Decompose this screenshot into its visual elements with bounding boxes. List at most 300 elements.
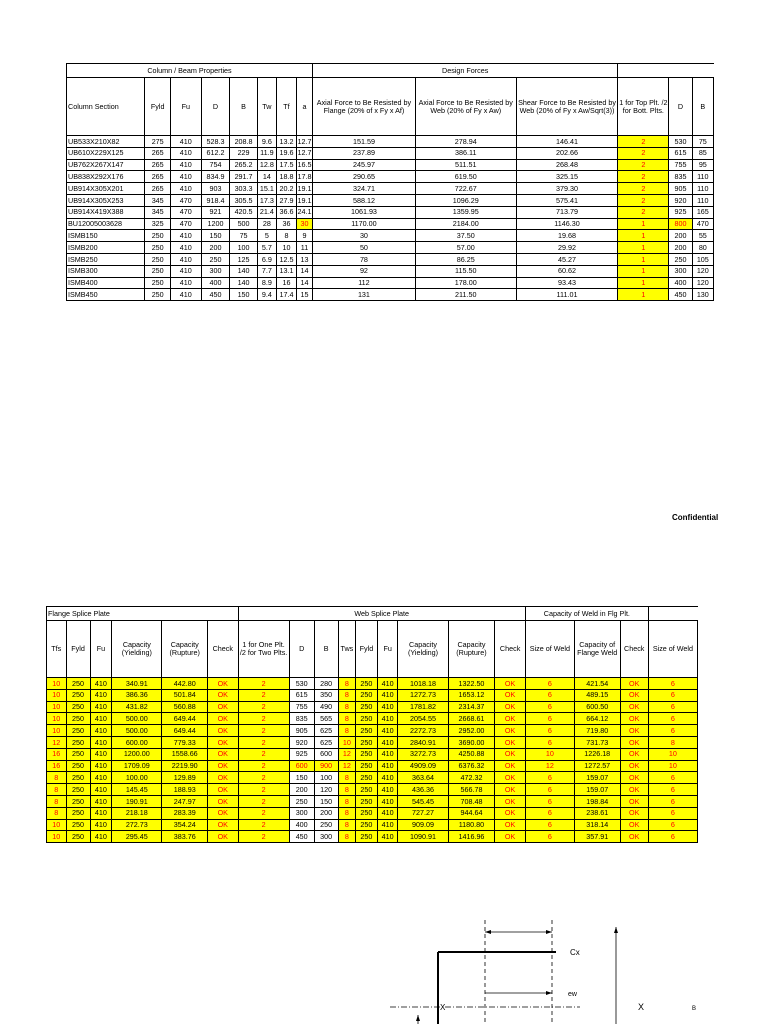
table2-cell: 10 xyxy=(47,819,67,831)
table1-cell: 345 xyxy=(145,194,170,206)
group-header-web-splice: Web Splice Plate xyxy=(238,607,525,621)
table-row xyxy=(47,831,698,843)
table1-cell: 2 xyxy=(618,194,669,206)
table2-cell: OK xyxy=(208,760,238,772)
table1-cell: 151.59 xyxy=(313,136,416,148)
table-row xyxy=(47,725,698,737)
table2-cell: 340.91 xyxy=(112,678,162,690)
table1-cell: 410 xyxy=(170,242,201,254)
table2-cell: 600 xyxy=(314,748,338,760)
table1-cell: 588.12 xyxy=(313,194,416,206)
table2-cell: 6 xyxy=(648,784,697,796)
table2-cell: 250 xyxy=(356,795,378,807)
table2-cell: 664.12 xyxy=(574,713,620,725)
table1-cell: 120 xyxy=(692,265,713,277)
table2-header-15: Size of Weld xyxy=(525,621,574,678)
table-row xyxy=(67,265,714,277)
table2-cell: 354.24 xyxy=(162,819,208,831)
table1-cell: 345 xyxy=(145,206,170,218)
table1-cell: 265 xyxy=(145,159,170,171)
table1-cell: 11.9 xyxy=(257,147,276,159)
table2-header-11: Fu xyxy=(377,621,398,678)
table1-header-12: D xyxy=(669,78,692,136)
table2-cell: 410 xyxy=(377,784,398,796)
table-row xyxy=(67,194,714,206)
table-row xyxy=(67,230,714,242)
table2-cell: 8 xyxy=(47,795,67,807)
table1-cell: 410 xyxy=(170,265,201,277)
table1-cell: 17.4 xyxy=(276,289,296,301)
table1-cell: ISMB150 xyxy=(67,230,145,242)
table1-cell: 800 xyxy=(669,218,692,230)
table1-cell: ISMB250 xyxy=(67,253,145,265)
table1-cell: UB914X305X201 xyxy=(67,183,145,195)
table2-cell: 909.09 xyxy=(398,819,448,831)
table2-cell: 905 xyxy=(289,725,314,737)
table2-cell: 649.44 xyxy=(162,725,208,737)
table2-cell: 489.15 xyxy=(574,689,620,701)
table1-cell: 754 xyxy=(201,159,230,171)
table1-cell: UB838X292X176 xyxy=(67,171,145,183)
table1-cell: 265.2 xyxy=(230,159,258,171)
table2-cell: 900 xyxy=(314,760,338,772)
table2-cell: 410 xyxy=(377,725,398,737)
table1-cell: UB914X305X253 xyxy=(67,194,145,206)
table1-cell: 905 xyxy=(669,183,692,195)
table1-cell: 1 xyxy=(618,277,669,289)
table2-cell: 450 xyxy=(289,831,314,843)
table1-cell: 918.4 xyxy=(201,194,230,206)
table-row xyxy=(67,253,714,265)
table2-cell: OK xyxy=(208,689,238,701)
table1-cell: 30 xyxy=(313,230,416,242)
table1-cell: 30 xyxy=(297,218,313,230)
table1-cell: 1061.93 xyxy=(313,206,416,218)
table2-cell: 300 xyxy=(314,831,338,843)
table2-cell: OK xyxy=(495,689,526,701)
table2-cell: 410 xyxy=(377,678,398,690)
sketch-arrow-top-right xyxy=(546,930,552,934)
table2-cell: 410 xyxy=(90,772,112,784)
table2-cell: 1090.91 xyxy=(398,831,448,843)
table2-cell: 1781.82 xyxy=(398,701,448,713)
table2-cell: OK xyxy=(208,725,238,737)
table2-cell: 100 xyxy=(314,772,338,784)
table1-cell: 105 xyxy=(692,253,713,265)
table1-cell: 75 xyxy=(692,136,713,148)
sketch-x-label-right: X xyxy=(638,1002,645,1012)
table2-cell: 250 xyxy=(66,819,90,831)
table2-cell: OK xyxy=(208,819,238,831)
table2-cell: 250 xyxy=(66,678,90,690)
table-row xyxy=(67,277,714,289)
table1-cell: ISMB450 xyxy=(67,289,145,301)
table2-cell: 1653.12 xyxy=(448,689,495,701)
table1-cell: 2 xyxy=(618,159,669,171)
table1-cell: 511.51 xyxy=(415,159,516,171)
table1-cell: 500 xyxy=(230,218,258,230)
table1-cell: 1 xyxy=(618,265,669,277)
table-row xyxy=(47,701,698,713)
table1-cell: 110 xyxy=(692,183,713,195)
table2-cell: 350 xyxy=(314,689,338,701)
table1-cell: ISMB400 xyxy=(67,277,145,289)
table2-cell: 625 xyxy=(314,725,338,737)
table2-cell: 10 xyxy=(338,736,355,748)
table2-cell: 2 xyxy=(238,772,289,784)
table2-cell: OK xyxy=(208,736,238,748)
table-row xyxy=(67,242,714,254)
table1-cell: 903 xyxy=(201,183,230,195)
table-row xyxy=(47,760,698,772)
table2-header-12: Capacity (Yielding) xyxy=(398,621,448,678)
table2-cell: 250 xyxy=(66,760,90,772)
table2-cell: 250 xyxy=(66,772,90,784)
table2-cell: 250 xyxy=(66,725,90,737)
table1-header-10: Shear Force to Be Resisted by Web (20% of Fy x Aw/Sqrt(3)) xyxy=(516,78,618,136)
table2-cell: 2314.37 xyxy=(448,701,495,713)
table2-cell: 16 xyxy=(47,760,67,772)
table1-cell: 100 xyxy=(230,242,258,254)
table2-cell: 2 xyxy=(238,807,289,819)
table1-cell: UB914X419X388 xyxy=(67,206,145,218)
table1-cell: 27.9 xyxy=(276,194,296,206)
table2-cell: 8 xyxy=(47,784,67,796)
table2-cell: 250 xyxy=(66,713,90,725)
table1-cell: 110 xyxy=(692,194,713,206)
table2-cell: 10 xyxy=(648,760,697,772)
table2-cell: 6 xyxy=(525,795,574,807)
table2-cell: 12 xyxy=(47,736,67,748)
table2-cell: 250 xyxy=(66,831,90,843)
table1-cell: 140 xyxy=(230,265,258,277)
table1-cell: 470 xyxy=(170,206,201,218)
table1-cell: 78 xyxy=(313,253,416,265)
table-row xyxy=(47,736,698,748)
table1-cell: 150 xyxy=(201,230,230,242)
table2-header-14: Check xyxy=(495,621,526,678)
table1-cell: 5.7 xyxy=(257,242,276,254)
table1-cell: 130 xyxy=(692,289,713,301)
table1-cell: 410 xyxy=(170,171,201,183)
table2-cell: 8 xyxy=(338,713,355,725)
table1-cell: 202.66 xyxy=(516,147,618,159)
table1-cell: 55 xyxy=(692,230,713,242)
table1-cell: 21.4 xyxy=(257,206,276,218)
table1-cell: 268.48 xyxy=(516,159,618,171)
table1-cell: 112 xyxy=(313,277,416,289)
table1-cell: 9.4 xyxy=(257,289,276,301)
table2-cell: OK xyxy=(495,713,526,725)
table1-cell: 300 xyxy=(201,265,230,277)
table2-cell: 410 xyxy=(377,831,398,843)
table1-cell: 290.65 xyxy=(313,171,416,183)
table2-cell: 410 xyxy=(377,713,398,725)
table1-cell: ISMB300 xyxy=(67,265,145,277)
table2-cell: 6 xyxy=(648,831,697,843)
table2-cell: 719.80 xyxy=(574,725,620,737)
table1-cell: 1359.95 xyxy=(415,206,516,218)
table1-cell: 2184.00 xyxy=(415,218,516,230)
table2-cell: 12 xyxy=(525,760,574,772)
table2-cell: 250 xyxy=(356,736,378,748)
table2-cell: 198.84 xyxy=(574,795,620,807)
table-row xyxy=(47,713,698,725)
table1-cell: 410 xyxy=(170,136,201,148)
table2-cell: 250 xyxy=(66,807,90,819)
table2-cell: 2 xyxy=(238,748,289,760)
table1-cell: 57.00 xyxy=(415,242,516,254)
table1-cell: 14 xyxy=(297,277,313,289)
table1-cell: 125 xyxy=(230,253,258,265)
table1-cell: UB533X210X82 xyxy=(67,136,145,148)
table1-cell: 20.2 xyxy=(276,183,296,195)
table2-cell: OK xyxy=(620,795,648,807)
table1-cell: ISMB200 xyxy=(67,242,145,254)
table2-cell: 2668.61 xyxy=(448,713,495,725)
table2-cell: 2 xyxy=(238,678,289,690)
table2-cell: 410 xyxy=(377,760,398,772)
table2-header-16: Capacity of Flange Weld xyxy=(574,621,620,678)
table2-cell: 6 xyxy=(648,701,697,713)
sketch-arrow-bottom xyxy=(416,1015,420,1021)
table2-cell: 6 xyxy=(648,678,697,690)
table2-cell: 250 xyxy=(66,689,90,701)
table2-cell: OK xyxy=(208,772,238,784)
table2-cell: OK xyxy=(620,807,648,819)
table2-cell: 280 xyxy=(314,678,338,690)
table1-cell: 713.79 xyxy=(516,206,618,218)
table2-cell: 410 xyxy=(377,736,398,748)
table-row xyxy=(67,183,714,195)
table2-cell: 410 xyxy=(90,713,112,725)
table1-cell: 920 xyxy=(669,194,692,206)
table2-cell: 250 xyxy=(356,701,378,713)
table2-cell: 129.89 xyxy=(162,772,208,784)
table2-cell: 10 xyxy=(47,713,67,725)
table2-cell: 8 xyxy=(338,784,355,796)
table2-cell: 6 xyxy=(525,689,574,701)
table-row xyxy=(47,748,698,760)
table1-cell: 615 xyxy=(669,147,692,159)
table2-cell: 218.18 xyxy=(112,807,162,819)
table1-cell: 18.8 xyxy=(276,171,296,183)
table2-cell: 472.32 xyxy=(448,772,495,784)
table2-cell: 8 xyxy=(338,701,355,713)
table2-cell: 1416.96 xyxy=(448,831,495,843)
table1-cell: 410 xyxy=(170,230,201,242)
table1-cell: 1 xyxy=(618,230,669,242)
table1-cell: 60.62 xyxy=(516,265,618,277)
table2-cell: 410 xyxy=(90,748,112,760)
table2-cell: OK xyxy=(208,748,238,760)
table2-cell: 188.93 xyxy=(162,784,208,796)
table1-cell: 400 xyxy=(669,277,692,289)
table2-header-1: Fyld xyxy=(66,621,90,678)
table2-cell: OK xyxy=(495,795,526,807)
table1-header-4: B xyxy=(230,78,258,136)
table1-header-2: Fu xyxy=(170,78,201,136)
table2-cell: 6 xyxy=(525,678,574,690)
table1-cell: 115.50 xyxy=(415,265,516,277)
table1-cell: 278.94 xyxy=(415,136,516,148)
table2-cell: OK xyxy=(620,772,648,784)
table2-cell: OK xyxy=(495,678,526,690)
table1-cell: 1096.29 xyxy=(415,194,516,206)
table1-cell: 300 xyxy=(669,265,692,277)
table2-cell: 410 xyxy=(90,819,112,831)
table1-cell: 1146.30 xyxy=(516,218,618,230)
table2-cell: 410 xyxy=(90,760,112,772)
table2-cell: 410 xyxy=(90,736,112,748)
table1-cell: 80 xyxy=(692,242,713,254)
table2-cell: 2272.73 xyxy=(398,725,448,737)
group-header-design-forces: Design Forces xyxy=(313,64,618,78)
table2-cell: OK xyxy=(620,713,648,725)
table2-cell: 8 xyxy=(648,736,697,748)
table2-cell: 410 xyxy=(377,748,398,760)
table2-cell: OK xyxy=(495,807,526,819)
table2-cell: 410 xyxy=(90,795,112,807)
table1-cell: 37.50 xyxy=(415,230,516,242)
table1-cell: 150 xyxy=(230,289,258,301)
table2-cell: 100.00 xyxy=(112,772,162,784)
table2-cell: 6 xyxy=(525,713,574,725)
table-row xyxy=(67,206,714,218)
table1-header-0: Column Section xyxy=(67,78,145,136)
table1-cell: 19.68 xyxy=(516,230,618,242)
table2-cell: 10 xyxy=(648,748,697,760)
table1-cell: 250 xyxy=(201,253,230,265)
table-row xyxy=(67,218,714,230)
table2-cell: 1322.50 xyxy=(448,678,495,690)
table1-cell: 15.1 xyxy=(257,183,276,195)
table1-cell: 2 xyxy=(618,171,669,183)
table2-cell: OK xyxy=(620,748,648,760)
table1-cell: 470 xyxy=(170,218,201,230)
table2-cell: 8 xyxy=(47,772,67,784)
table2-cell: 250 xyxy=(66,701,90,713)
table1-cell: BU12005003628 xyxy=(67,218,145,230)
table2-cell: 2 xyxy=(238,725,289,737)
table1-cell: 1 xyxy=(618,242,669,254)
table1-cell: 208.8 xyxy=(230,136,258,148)
table1-cell: 303.3 xyxy=(230,183,258,195)
table2-cell: OK xyxy=(208,795,238,807)
table2-cell: 250 xyxy=(356,725,378,737)
table1-cell: 237.89 xyxy=(313,147,416,159)
table1-cell: 50 xyxy=(313,242,416,254)
table2-cell: 6 xyxy=(525,725,574,737)
table1-cell: 835 xyxy=(669,171,692,183)
table2-cell: 250 xyxy=(66,784,90,796)
table1-cell: 14 xyxy=(297,265,313,277)
table1-cell: 265 xyxy=(145,183,170,195)
table2-cell: 238.61 xyxy=(574,807,620,819)
table-row xyxy=(47,795,698,807)
table1-cell: 921 xyxy=(201,206,230,218)
table1-cell: 200 xyxy=(201,242,230,254)
table2-cell: OK xyxy=(208,807,238,819)
table2-cell: 250 xyxy=(66,736,90,748)
table1-header-6: Tf xyxy=(276,78,296,136)
table2-cell: 410 xyxy=(377,807,398,819)
table2-cell: 8 xyxy=(47,807,67,819)
table2-cell: 12 xyxy=(338,748,355,760)
sketch-cx-label: Cx xyxy=(570,948,580,957)
table1-cell: 13.1 xyxy=(276,265,296,277)
table1-cell: 275 xyxy=(145,136,170,148)
table1-cell: 1200 xyxy=(201,218,230,230)
table1-cell: 12.5 xyxy=(276,253,296,265)
table2-cell: 4909.09 xyxy=(398,760,448,772)
table2-cell: 410 xyxy=(377,701,398,713)
table1-cell: 250 xyxy=(145,289,170,301)
table1-cell: 250 xyxy=(145,253,170,265)
table2-header-9: Tws xyxy=(338,621,355,678)
table2-cell: 1272.73 xyxy=(398,689,448,701)
table1-cell: 420.5 xyxy=(230,206,258,218)
table-row xyxy=(47,819,698,831)
table2-cell: 295.45 xyxy=(112,831,162,843)
table1-cell: 410 xyxy=(170,183,201,195)
table1-cell: 140 xyxy=(230,277,258,289)
table2-cell: OK xyxy=(620,831,648,843)
table1-cell: 8.9 xyxy=(257,277,276,289)
table1-cell: 1170.00 xyxy=(313,218,416,230)
table2-cell: 6 xyxy=(648,689,697,701)
table2-cell: 835 xyxy=(289,713,314,725)
table1-cell: 265 xyxy=(145,171,170,183)
table1-cell: 9.6 xyxy=(257,136,276,148)
table1-cell: 925 xyxy=(669,206,692,218)
table1-cell: 755 xyxy=(669,159,692,171)
table2-cell: 145.45 xyxy=(112,784,162,796)
table1-cell: UB762X267X147 xyxy=(67,159,145,171)
table2-cell: 410 xyxy=(90,784,112,796)
table2-cell: 250 xyxy=(356,678,378,690)
table2-cell: OK xyxy=(495,831,526,843)
table-row xyxy=(47,772,698,784)
table1-cell: 19.1 xyxy=(297,183,312,193)
table2-cell: OK xyxy=(495,736,526,748)
table2-cell: 6 xyxy=(525,831,574,843)
table1-cell: 45.27 xyxy=(516,253,618,265)
table2-cell: 8 xyxy=(338,819,355,831)
table2-cell: 6 xyxy=(525,701,574,713)
table1-cell: 17.3 xyxy=(257,194,276,206)
table2-cell: 1558.66 xyxy=(162,748,208,760)
table1-cell: 250 xyxy=(145,265,170,277)
table2-cell: 16 xyxy=(47,748,67,760)
table1-cell: 528.3 xyxy=(201,136,230,148)
table2-cell: OK xyxy=(620,701,648,713)
table2-cell: 250 xyxy=(356,713,378,725)
table2-cell: 6 xyxy=(648,713,697,725)
table2-cell: 615 xyxy=(289,689,314,701)
table1-cell: 250 xyxy=(145,242,170,254)
table1-cell: 250 xyxy=(669,253,692,265)
table2-header-2: Fu xyxy=(90,621,112,678)
table1-cell: 178.00 xyxy=(415,277,516,289)
table2-cell: OK xyxy=(620,689,648,701)
table2-cell: 4250.88 xyxy=(448,748,495,760)
group-header-blank-2 xyxy=(648,607,697,621)
table2-cell: 2 xyxy=(238,819,289,831)
table2-cell: 600.50 xyxy=(574,701,620,713)
table2-cell: 6 xyxy=(525,807,574,819)
table2-cell: 2 xyxy=(238,784,289,796)
